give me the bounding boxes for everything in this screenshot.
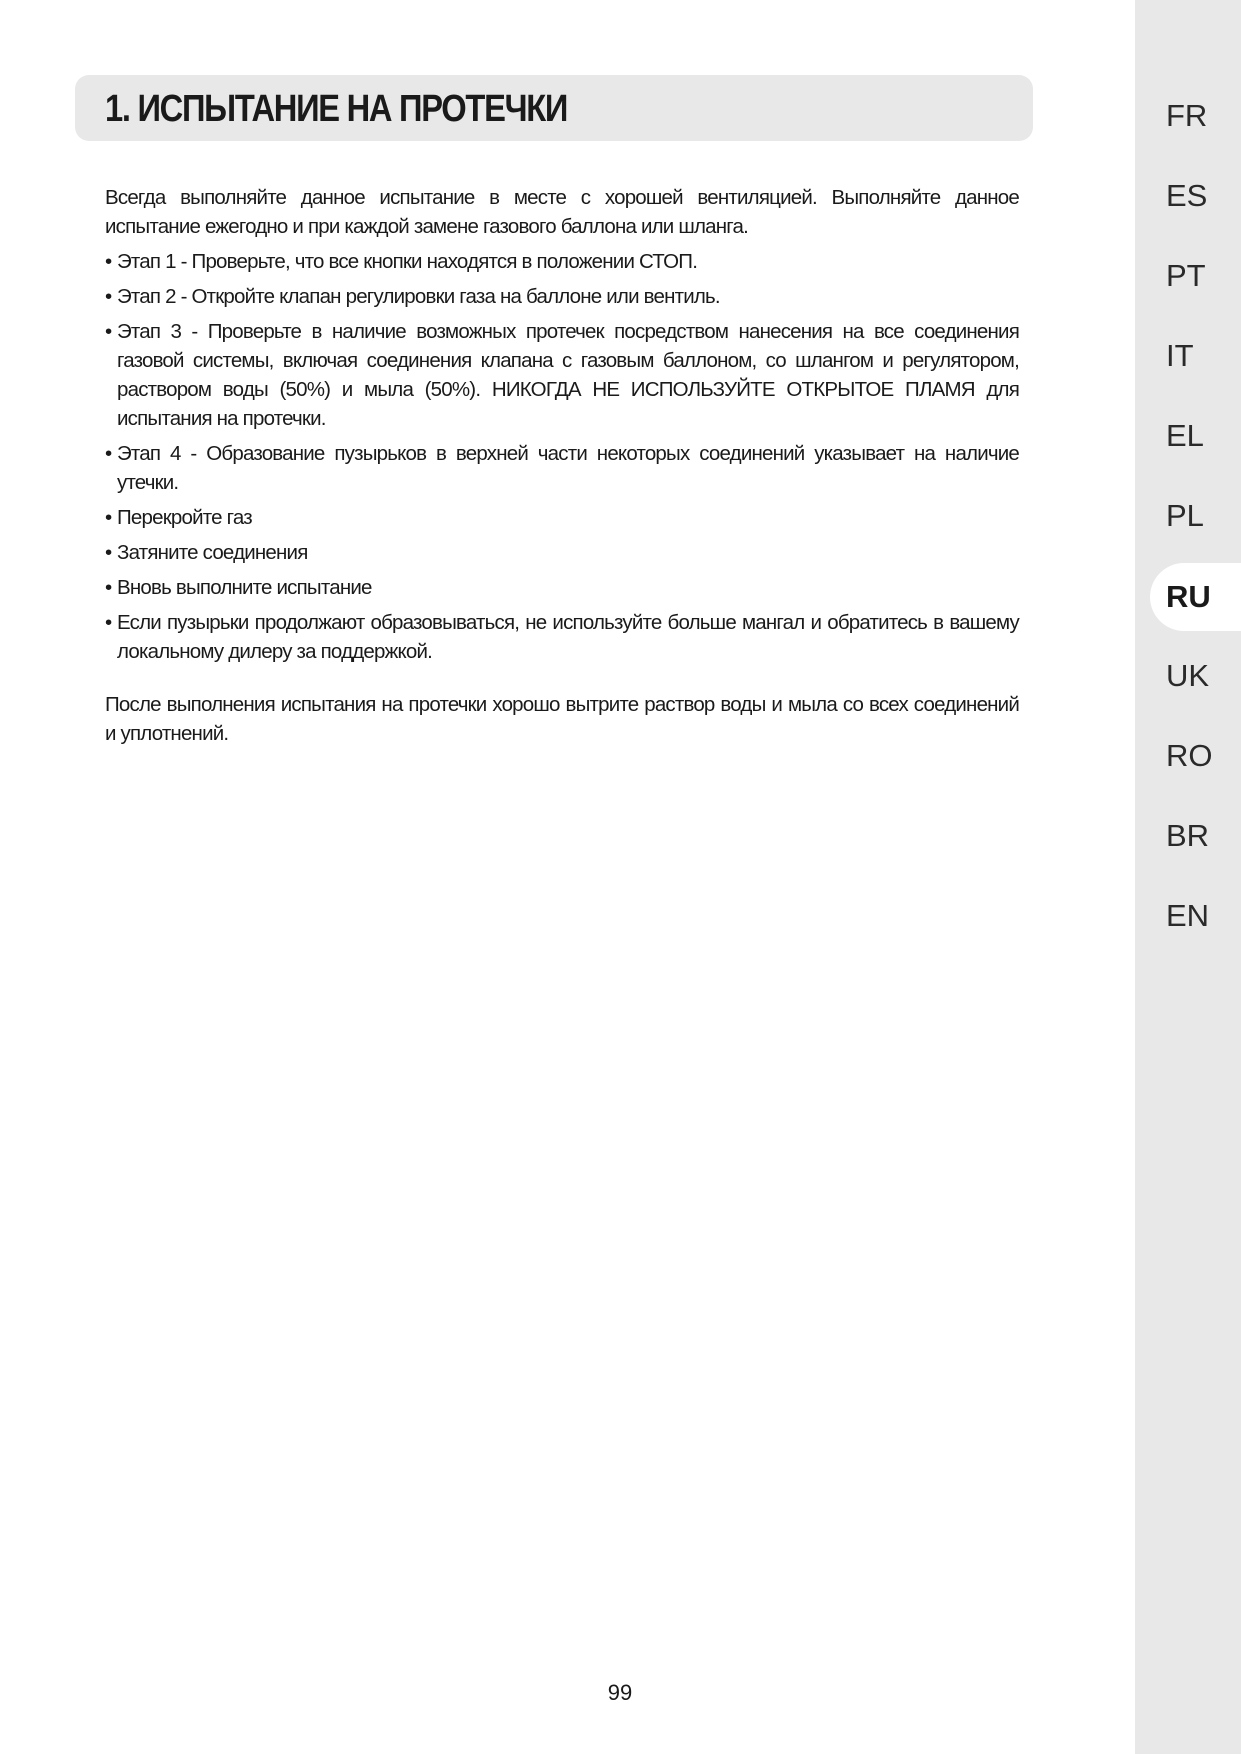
list-item-text: Этап 2 - Откройте клапан регулировки газа на баллоне или вентиль.	[117, 285, 720, 308]
list-item	[105, 608, 1019, 666]
list-item	[105, 282, 1019, 311]
list-item-text: Этап 3 - Проверьте в наличие возможных протечек посредством нанесения на все соединения газовой системы, включая соединения клапана с газовым баллоном, со шлангом и регулятором, раствором воды (50%) и мыла (50%). НИКОГДА НЕ ИСПОЛЬЗУЙТЕ ОТКРЫТОЕ ПЛАМЯ для испытания на протечки.	[117, 320, 1019, 430]
list-item-text: Перекройте газ	[117, 506, 252, 529]
bullet-icon: •	[105, 442, 112, 465]
bullet-icon: •	[105, 576, 112, 599]
list-item-text: Затяните соединения	[117, 541, 308, 564]
bullet-icon: •	[105, 285, 112, 308]
section-title: 1. ИСПЫТАНИЕ НА ПРОТЕЧКИ	[105, 88, 568, 130]
list-item	[105, 573, 1019, 602]
section-heading	[75, 75, 1033, 141]
step-list	[105, 247, 1019, 666]
bullet-icon: •	[105, 541, 112, 564]
language-tab-en[interactable]: EN	[1166, 898, 1210, 933]
list-item	[105, 439, 1019, 497]
language-tab-fr[interactable]: FR	[1166, 98, 1208, 133]
bullet-icon: •	[105, 320, 112, 343]
language-tab-pt[interactable]: PT	[1166, 258, 1206, 293]
bullet-icon: •	[105, 611, 112, 634]
list-item-text: Этап 1 - Проверьте, что все кнопки находятся в положении СТОП.	[117, 250, 698, 273]
language-tab-pl[interactable]: PL	[1166, 498, 1204, 533]
list-item	[105, 247, 1019, 276]
list-item	[105, 538, 1019, 567]
list-item-text: Если пузырьки продолжают образовываться, не используйте больше мангал и обратитесь в вашему локальному дилеру за поддержкой.	[117, 611, 1019, 663]
list-item	[105, 317, 1019, 433]
list-item-text: Этап 4 - Образование пузырьков в верхней части некоторых соединений указывает на наличие утечки.	[117, 442, 1019, 494]
body-content	[105, 183, 1019, 748]
language-tab-ru[interactable]: RU	[1150, 563, 1241, 631]
closing-paragraph: После выполнения испытания на протечки хорошо вытрите раствор воды и мыла со всех соединений и уплотнений.	[105, 693, 1019, 745]
language-tab-es[interactable]: ES	[1166, 178, 1208, 213]
bullet-icon: •	[105, 250, 112, 273]
bullet-icon: •	[105, 506, 112, 529]
page-number: 99	[607, 1680, 633, 1705]
list-item	[105, 503, 1019, 532]
language-tab-ro[interactable]: RO	[1166, 738, 1213, 773]
language-tab-uk[interactable]: UK	[1166, 658, 1210, 693]
language-tab-it[interactable]: IT	[1166, 338, 1194, 373]
list-item-text: Вновь выполните испытание	[117, 576, 372, 599]
intro-paragraph: Всегда выполняйте данное испытание в месте с хорошей вентиляцией. Выполняйте данное испытание ежегодно и при каждой замене газового баллона или шланга.	[105, 186, 1019, 238]
language-tab-br[interactable]: BR	[1166, 818, 1210, 853]
language-tab-el[interactable]: EL	[1166, 418, 1204, 453]
